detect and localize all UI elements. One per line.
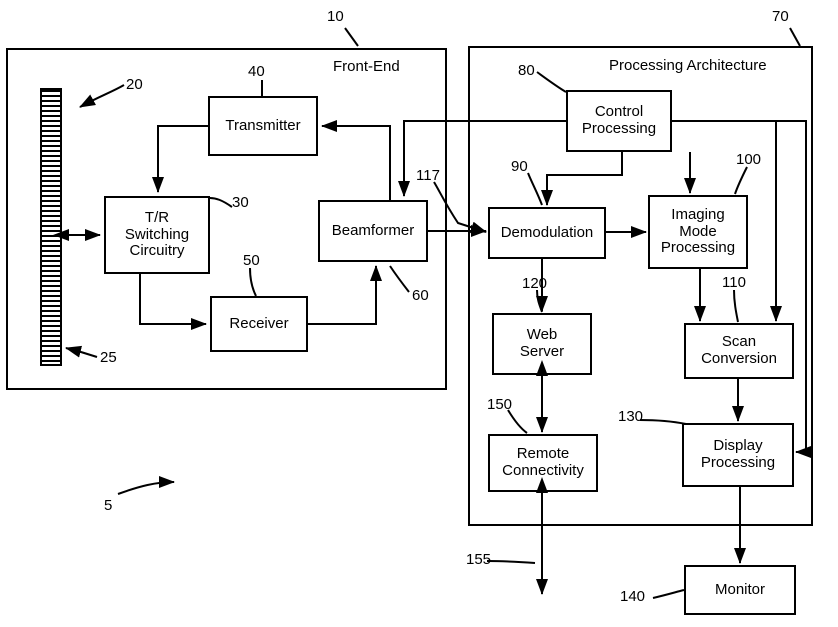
ref-110: 110 <box>722 274 746 291</box>
leader-140 <box>653 590 684 598</box>
block-scan-conversion: Scan Conversion <box>684 323 794 379</box>
block-remote-connectivity: Remote Connectivity <box>488 434 598 492</box>
leader-5 <box>118 482 174 494</box>
ref-80: 80 <box>518 62 535 79</box>
ref-90: 90 <box>511 158 528 175</box>
panel-title-front-end: Front-End <box>333 58 400 75</box>
ref-130: 130 <box>618 408 644 425</box>
ref-100: 100 <box>736 151 762 168</box>
block-control-processing: Control Processing <box>566 90 672 152</box>
block-beamformer: Beamformer <box>318 200 428 262</box>
leader-155 <box>487 561 535 563</box>
transducer-array <box>40 88 62 366</box>
ref-20: 20 <box>126 76 143 93</box>
block-web-server: Web Server <box>492 313 592 375</box>
ref-30: 30 <box>232 194 249 211</box>
panel-title-processing-architecture: Processing Architecture <box>609 57 767 74</box>
ref-117: 117 <box>416 167 440 184</box>
block-display-processing: Display Processing <box>682 423 794 487</box>
block-monitor: Monitor <box>684 565 796 615</box>
ref-50: 50 <box>243 252 260 269</box>
ref-120: 120 <box>522 275 548 292</box>
ref-155: 155 <box>466 551 492 568</box>
block-transmitter: Transmitter <box>208 96 318 156</box>
ref-60: 60 <box>412 287 429 304</box>
block-tr-switching-circuitry: T/R Switching Circuitry <box>104 196 210 274</box>
ref-150: 150 <box>487 396 513 413</box>
ref-10: 10 <box>327 8 344 25</box>
leader-10 <box>345 28 358 46</box>
ref-5: 5 <box>104 497 113 514</box>
block-imaging-mode-processing: Imaging Mode Processing <box>648 195 748 269</box>
leader-70 <box>790 28 800 46</box>
block-demodulation: Demodulation <box>488 207 606 259</box>
ref-70: 70 <box>772 8 789 25</box>
block-receiver: Receiver <box>210 296 308 352</box>
ref-40: 40 <box>248 63 265 80</box>
ref-25: 25 <box>100 349 117 366</box>
ref-140: 140 <box>620 588 646 605</box>
